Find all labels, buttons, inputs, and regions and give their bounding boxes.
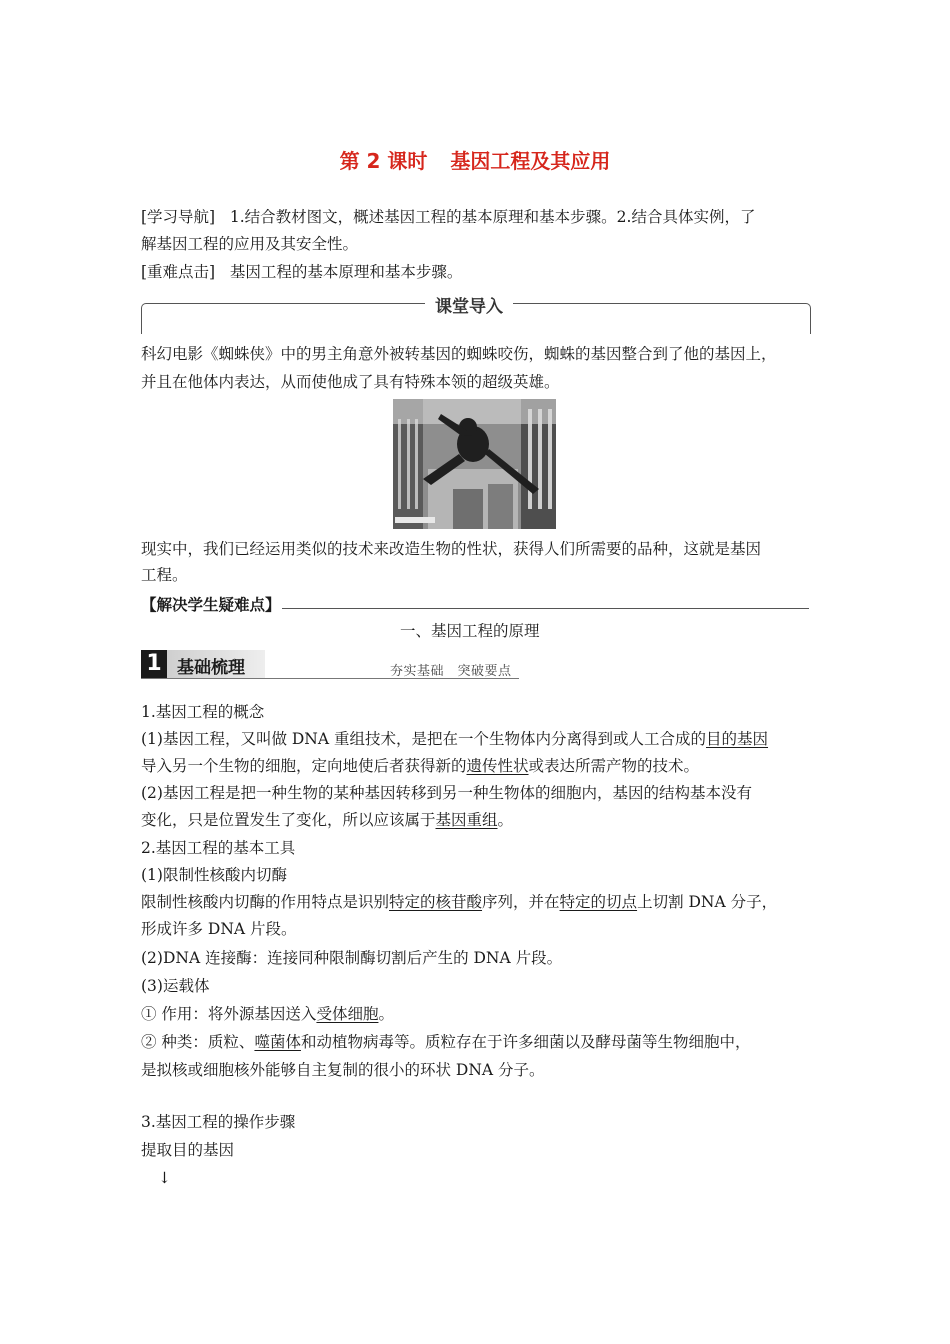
section-2-item-1-mid: 序列，并在 <box>482 893 560 911</box>
section-1-item-2: (2)基因工程是把一种生物的某种基因转移到另一种生物体的细胞内，基因的结构基本没有 <box>141 784 752 802</box>
lesson-topic: 基因工程及其应用 <box>450 149 611 173</box>
key-points <box>141 262 462 282</box>
section-1-item-1-continued <box>141 756 699 776</box>
banner-subtitle: 夯实基础 突破要点 <box>390 664 512 679</box>
section-1-item-2-continued <box>141 810 513 830</box>
section-1-heading: 1.基因工程的概念 <box>141 703 265 721</box>
study-guide-continued: 解基因工程的应用及其安全性。 <box>141 235 359 253</box>
section-3-step-1: 提取目的基因 <box>141 1141 235 1159</box>
answer-recipient-cell: 受体细胞 <box>316 1005 379 1023</box>
down-arrow-icon: ↓ <box>158 1169 171 1187</box>
study-guide-text: 1.结合教材图文，概述基因工程的基本原理和基本步骤。2.结合具体实例，了 <box>229 208 756 226</box>
spiderman-photo <box>393 399 556 529</box>
banner-number: 1 <box>141 650 167 678</box>
section-2-item-1-continued: 形成许多 DNA 片段。 <box>141 920 297 938</box>
study-guide <box>141 207 755 227</box>
section-2-item-2: (2)DNA 连接酶：连接同种限制酶切割后产生的 DNA 片段。 <box>141 949 563 967</box>
section-2-item-1-post: 上切割 DNA 分子， <box>637 893 778 911</box>
part-heading: 一、基因工程的原理 <box>400 622 540 640</box>
section-2-item-3a-post: 。 <box>378 1005 394 1023</box>
section-2-item-3b-pre: ② 种类：质粒、 <box>141 1033 255 1051</box>
section-2-item-1-pre: 限制性核酸内切酶的作用特点是识别 <box>141 893 390 911</box>
section-1-item-1-text: (1)基因工程，又叫做 DNA 重组技术，是把在一个生物体内分离得到或人工合成的 <box>141 730 706 748</box>
answer-bacteriophage: 噬菌体 <box>254 1033 301 1051</box>
section-2-item-3a <box>141 1004 394 1024</box>
intro-paragraph-1: 科幻电影《蜘蛛侠》中的男主角意外被转基因的蜘蛛咬伤，蜘蛛的基因整合到了他的基因上， <box>141 345 777 363</box>
section-2-item-3: (3)运载体 <box>141 977 210 995</box>
intro-paragraph-2-continued: 工程。 <box>141 566 188 584</box>
answer-target-gene: 目的基因 <box>706 730 769 748</box>
section-1-item-1 <box>141 729 768 749</box>
intro-paragraph-1-continued: 并且在他体内表达，从而使他成了具有特殊本领的超级英雄。 <box>141 373 560 391</box>
section-1-item-1-post: 或表达所需产物的技术。 <box>528 757 700 775</box>
study-guide-label: [学习导航] <box>141 208 216 226</box>
answer-genetic-trait: 遗传性状 <box>466 757 529 775</box>
answer-gene-recombination: 基因重组 <box>435 811 498 829</box>
section-1-item-2-post: 。 <box>497 811 514 829</box>
solve-difficulties-rule <box>282 608 809 609</box>
section-1-item-2-pre: 变化，只是位置发生了变化，所以应该属于 <box>141 811 436 829</box>
section-2-heading: 2.基因工程的基本工具 <box>141 839 296 857</box>
spiderman-photo-art <box>393 399 556 529</box>
intro-section-heading: 课堂导入 <box>425 292 513 317</box>
section-2-item-1-text <box>141 892 777 912</box>
section-2-item-3a-pre: ① 作用：将外源基因送入 <box>141 1005 317 1023</box>
key-points-label: [重难点击] <box>141 263 216 281</box>
banner-title: 基础梳理 <box>177 658 245 678</box>
intro-paragraph-2: 现实中，我们已经运用类似的技术来改造生物的性状，获得人们所需要的品种，这就是基因 <box>141 540 762 558</box>
section-2-item-1: (1)限制性核酸内切酶 <box>141 866 287 884</box>
section-2-item-3b-post: 和动植物病毒等。质粒存在于许多细菌以及酵母菌等生物细胞中， <box>300 1033 751 1051</box>
answer-specific-nucleotide: 特定的核苷酸 <box>389 893 483 911</box>
answer-specific-cut-site: 特定的切点 <box>559 893 638 911</box>
section-2-item-3c: 是拟核或细胞核外能够自主复制的很小的环状 DNA 分子。 <box>141 1061 545 1079</box>
section-1-item-1-pre: 导入另一个生物的细胞，定向地使后者获得新的 <box>141 757 467 775</box>
key-points-text: 基因工程的基本原理和基本步骤。 <box>229 263 463 281</box>
section-2-item-3b <box>141 1032 750 1052</box>
lesson-number: 第 2 课时 <box>339 149 428 173</box>
section-3-heading: 3.基因工程的操作步骤 <box>141 1113 296 1131</box>
page-title <box>0 145 950 174</box>
banner-rule <box>141 678 519 679</box>
solve-difficulties-label: 【解决学生疑难点】 <box>141 595 281 614</box>
